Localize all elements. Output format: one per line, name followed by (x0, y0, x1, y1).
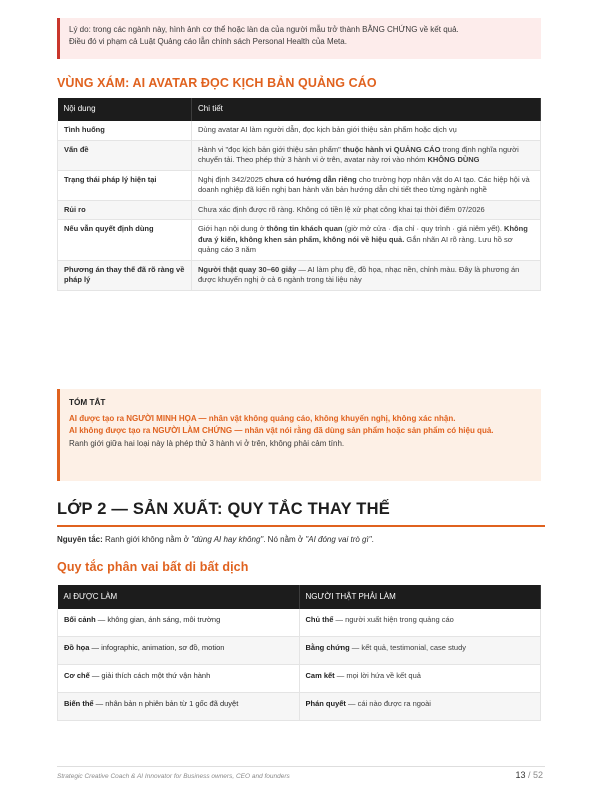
table-row (58, 637, 541, 665)
row-label: Nếu vẫn quyết định dùng (58, 220, 192, 261)
ai-role-cell (58, 637, 300, 665)
human-role-cell (299, 637, 541, 665)
section-heading-gray-zone: VÙNG XÁM: AI AVATAR ĐỌC KỊCH BẢN QUẢNG CÁO (57, 76, 377, 90)
detail-text: Hành vi "đọc kịch bản giới thiệu sản phẩm" (198, 144, 343, 154)
summary-callout (57, 389, 541, 481)
detail-emphasis: chưa có hướng dẫn riêng (265, 174, 357, 184)
role-description: — infographic, animation, sơ đồ, motion (89, 643, 225, 652)
row-detail (192, 170, 541, 200)
detail-text: cho trường hợp nhân vật do AI tạo. Các hiệp hội và doanh nghiệp đã kiến nghị ban hành văn bản hướng dẫn chi tiết theo từng ngành nghề (198, 174, 530, 194)
role-term: Bằng chứng (305, 643, 350, 652)
role-description: — kết quả, testimonial, case study (349, 643, 466, 652)
row-label: Rủi ro (58, 200, 192, 220)
table-row (58, 220, 541, 261)
detail-text: Dùng avatar AI làm người dẫn, đọc kịch bản giới thiệu sản phẩm hoặc dịch vụ (198, 125, 457, 134)
row-label: Trạng thái pháp lý hiện tại (58, 170, 192, 200)
gray-zone-table (57, 98, 541, 291)
ai-role-cell (58, 665, 300, 693)
role-rules-table (57, 585, 541, 721)
row-label: Vấn đề (58, 140, 192, 170)
row-detail (192, 220, 541, 261)
table-row (58, 609, 541, 637)
role-description: — cái nào được ra ngoài (345, 699, 431, 708)
role-rules-heading: Quy tắc phân vai bất di bất dịch (57, 560, 249, 574)
detail-emphasis: thông tin khách quan (266, 224, 343, 233)
detail-text: Giới hạn nội dung ở (198, 224, 267, 233)
principle-part-c: . (371, 535, 374, 544)
detail-text: Gắn nhãn AI rõ ràng. Lưu hồ sơ quảng cáo 3 năm (198, 234, 513, 254)
role-term: Đồ họa (64, 643, 90, 652)
warning-callout (57, 18, 541, 59)
detail-emphasis: KHÔNG DÙNG (427, 155, 480, 164)
detail-emphasis: Người thật quay 30–60 giây (198, 264, 297, 274)
table-row (58, 140, 541, 170)
role-term: Cam kết (305, 671, 335, 680)
role-description: — mọi lời hứa về kết quả (334, 671, 421, 680)
principle-text (57, 535, 374, 544)
summary-line-boundary: Ranh giới giữa hai loại này là phép thử 3 hành vi ở trên, không phải cảm tính. (69, 439, 345, 448)
detail-text: (giờ mở cửa · địa chỉ · quy trình · giá niêm yết). (342, 224, 505, 233)
row-detail (192, 260, 541, 290)
row-label: Tình huống (58, 121, 192, 140)
page-current: 13 (515, 770, 526, 780)
row-detail (192, 121, 541, 140)
principle-part-b: . Nó nằm ở (263, 535, 306, 544)
warning-line-2: Điều đó vi phạm cả Luật Quảng cáo lẫn chính sách Personal Health của Meta. (69, 37, 347, 46)
principle-label: Nguyên tắc: (57, 535, 103, 544)
detail-text: — AI làm phụ đề, đồ họa, nhạc nền, chỉnh màu. Đây là phương án được khuyến nghị ở cả 6 ngành trong tài liệu này (198, 264, 520, 284)
detail-text: trong định nghĩa người chuyển tải. Theo phép thử 3 hành vi ở trên, avatar này rơi vào nhóm (198, 144, 519, 164)
role-term: Bối cảnh (64, 615, 96, 624)
role-term: Biến thể (64, 699, 94, 708)
principle-quote-2: "AI đóng vai trò gì" (305, 535, 372, 544)
footer-divider (57, 766, 545, 767)
column-header-ai-can: AI ĐƯỢC LÀM (58, 585, 300, 609)
detail-text: Chưa xác định được rõ ràng. Không có tiền lệ xử phạt công khai tại thời điểm 07/2026 (198, 204, 485, 214)
table-header-row (58, 98, 541, 121)
summary-title: TÓM TẮT (69, 398, 106, 407)
detail-text: Nghị định 342/2025 (198, 174, 266, 184)
table-header-row (58, 585, 541, 609)
row-detail (192, 200, 541, 220)
table-row (58, 665, 541, 693)
summary-line-testifier: AI không được tạo ra NGƯỜI LÀM CHỨNG — nhân vật nói rằng đã dùng sản phẩm hoặc sản phẩm có hiệu quả. (69, 426, 494, 435)
role-description: — nhân bản n phiên bản từ 1 gốc đã duyệt (93, 699, 239, 708)
principle-quote-1: "dùng AI hay không" (191, 535, 264, 544)
footer-tagline: Strategic Creative Coach & AI Innovator for Business owners, CEO and founders (57, 773, 290, 780)
role-term: Chủ thể (305, 615, 334, 624)
page-total: 52 (532, 770, 543, 780)
human-role-cell (299, 693, 541, 721)
detail-emphasis: Không đưa ý kiến, không khen sản phẩm, không nói về hiệu quả. (198, 224, 528, 244)
human-role-cell (299, 665, 541, 693)
heading-divider (57, 525, 545, 527)
page-separator: / (525, 770, 533, 780)
role-description: — không gian, ánh sáng, môi trường (95, 615, 221, 624)
row-detail (192, 140, 541, 170)
role-description: — giải thích cách một thứ vận hành (89, 671, 211, 680)
warning-line-1: Lý do: trong các ngành này, hình ảnh cơ thể hoặc làn da của người mẫu trở thành BẰNG CHỨNG về kết quả. (69, 25, 459, 34)
table-row (58, 200, 541, 220)
column-header-content: Nội dung (58, 98, 192, 121)
detail-emphasis: thuộc hành vi QUẢNG CÁO (342, 144, 441, 154)
table-row (58, 260, 541, 290)
role-term: Cơ chế (64, 671, 90, 680)
table-row (58, 121, 541, 140)
ai-role-cell (58, 609, 300, 637)
principle-part-a: Ranh giới không nằm ở (102, 535, 192, 544)
summary-line-illustrator: AI được tạo ra NGƯỜI MINH HỌA — nhân vật không quảng cáo, không khuyến nghị, không xác nhận. (69, 414, 456, 423)
table-row (58, 693, 541, 721)
column-header-human-must: NGƯỜI THẬT PHẢI LÀM (299, 585, 541, 609)
table-row (58, 170, 541, 200)
row-label: Phương án thay thế đã rõ ràng về pháp lý (58, 260, 192, 290)
role-term: Phán quyết (305, 699, 346, 708)
layer-2-heading: LỚP 2 — SẢN XUẤT: QUY TẮC THAY THẾ (57, 500, 390, 518)
ai-role-cell (58, 693, 300, 721)
role-description: — người xuất hiện trong quảng cáo (333, 615, 454, 624)
column-header-detail: Chi tiết (192, 98, 541, 121)
page-number (515, 770, 543, 780)
human-role-cell (299, 609, 541, 637)
